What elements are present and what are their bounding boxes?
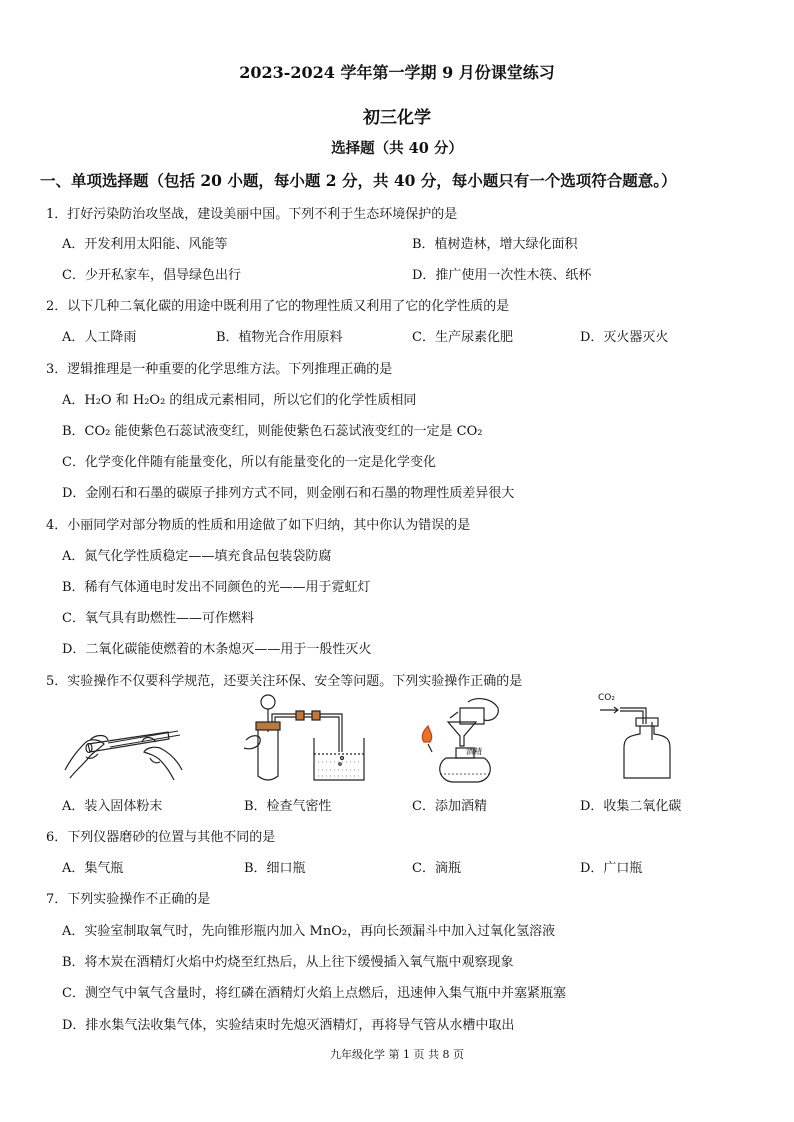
q2-option-a: A．人工降雨 [62,330,137,345]
q6-option-b: B．细口瓶 [244,861,306,876]
q4-option-b: B．稀有气体通电时发出不同颜色的光——用于霓虹灯 [62,580,371,595]
question-1-stem: 1．打好污染防治攻坚战，建设美丽中国。下列不利于生态环境保护的是 [46,207,458,222]
q1-option-d: D．推广使用一次性木筷、纸杯 [412,268,592,283]
subject-title: 初三化学 [363,108,431,128]
part-title: 选择题（共 40 分） [331,140,463,157]
figure-add-alcohol [412,694,522,784]
figure-collect-co2 [596,690,676,782]
q4-option-d: D．二氧化碳能使燃着的木条熄灭——用于一般性灭火 [62,642,372,657]
q4-option-c: C．氧气具有助燃性——可作燃料 [62,611,254,626]
q6-option-d: D．广口瓶 [580,861,643,876]
q7-option-c: C．测空气中氧气含量时，将红磷在酒精灯火焰上点燃后，迅速伸入集气瓶中并塞紧瓶塞 [62,986,566,1001]
question-4-stem: 4．小丽同学对部分物质的性质和用途做了如下归纳，其中你认为错误的是 [46,518,471,533]
q3-option-c: C．化学变化伴随有能量变化，所以有能量变化的一定是化学变化 [62,455,436,470]
q2-option-d: D．灭火器灭火 [580,330,669,345]
q3-option-a: A．H₂O 和 H₂O₂ 的组成元素相同，所以它们的化学性质相同 [62,393,417,408]
q3-option-d: D．金刚石和石墨的碳原子排列方式不同，则金刚石和石墨的物理性质差异很大 [62,486,515,501]
q3-option-b: B．CO₂ 能使紫色石蕊试液变红，则能使紫色石蕊试液变红的一定是 CO₂ [62,424,483,439]
q5-option-c: C．添加酒精 [412,799,487,814]
q5-option-a: A．装入固体粉末 [62,799,163,814]
q6-option-c: C．滴瓶 [412,861,461,876]
question-6-stem: 6．下列仪器磨砂的位置与其他不同的是 [46,830,276,845]
q7-option-d: D．排水集气法收集气体，实验结束时先熄灭酒精灯，再将导气管从水槽中取出 [62,1018,515,1033]
q6-option-a: A．集气瓶 [62,861,124,876]
question-7-stem: 7．下列实验操作不正确的是 [46,892,211,907]
section-heading: 一、单项选择题（包括 20 小题，每小题 2 分，共 40 分，每小题只有一个选项符合题意。） [40,171,677,190]
question-2-stem: 2．以下几种二氧化碳的用途中既利用了它的物理性质又利用了它的化学性质的是 [46,299,510,314]
q4-option-a: A．氮气化学性质稳定——填充食品包装袋防腐 [62,549,332,564]
q5-option-b: B．检查气密性 [244,799,332,814]
exam-title: 2023-2024 学年第一学期 9 月份课堂练习 [239,63,555,82]
q2-option-b: B．植物光合作用原料 [216,330,343,345]
q1-option-b: B．植树造林，增大绿化面积 [412,237,578,252]
q7-option-b: B．将木炭在酒精灯火焰中灼烧至红热后，从上往下缓慢插入氧气瓶中观察现象 [62,955,514,970]
q1-option-c: C．少开私家车，倡导绿色出行 [62,268,241,283]
question-3-stem: 3．逻辑推理是一种重要的化学思维方法。下列推理正确的是 [46,362,393,377]
page-footer: 九年级化学 第 1 页 共 8 页 [330,1048,464,1061]
q1-option-a: A．开发利用太阳能、风能等 [62,237,228,252]
figure-airtightness-check [238,692,368,784]
question-5-stem: 5．实验操作不仅要科学规范，还要关注环保、安全等问题。下列实验操作正确的是 [46,674,523,689]
q2-option-c: C．生产尿素化肥 [412,330,513,345]
q5-option-d: D．收集二氧化碳 [580,799,682,814]
figure-load-powder [60,712,190,782]
alcohol-label: 酒精 [466,747,482,756]
q7-option-a: A．实验室制取氧气时，先向锥形瓶内加入 MnO₂，再向长颈漏斗中加入过氧化氢溶液 [62,924,556,939]
co2-label: CO₂ [598,693,615,703]
